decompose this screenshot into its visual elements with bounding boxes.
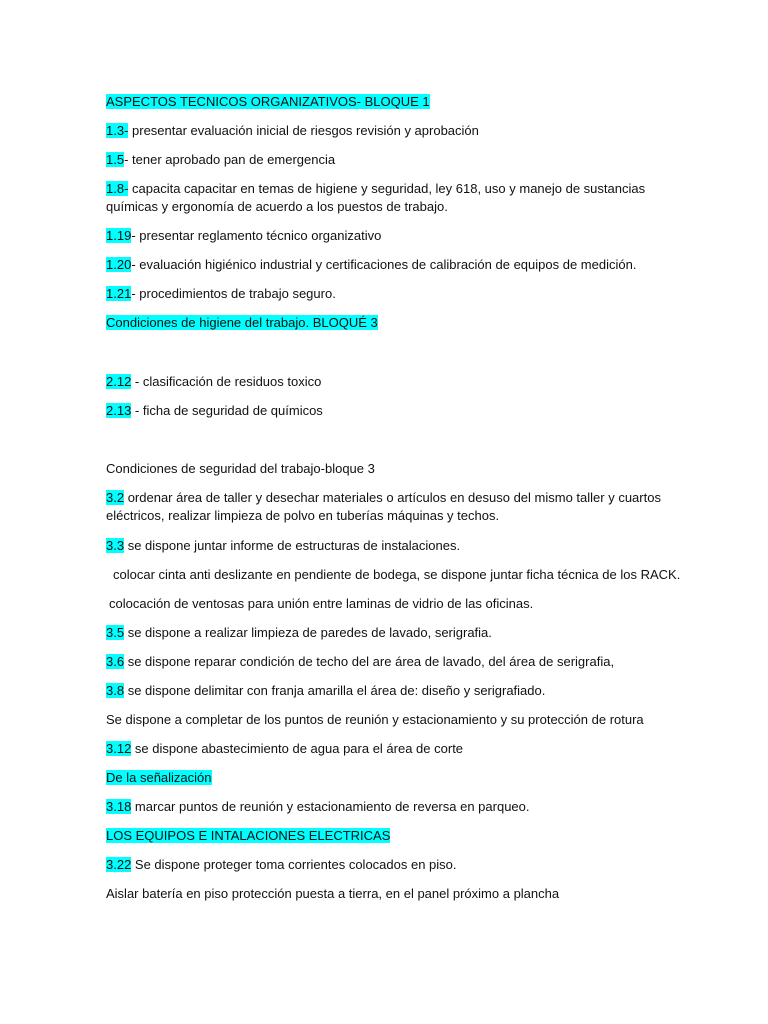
list-item bbox=[106, 285, 681, 303]
item-text: - procedimientos de trabajo seguro. bbox=[131, 286, 336, 301]
heading-bloque-1: ASPECTOS TECNICOS ORGANIZATIVOS- BLOQUE 1 bbox=[106, 94, 430, 109]
item-text: Se dispone proteger toma corrientes colocados en piso. bbox=[131, 857, 457, 872]
list-item bbox=[106, 402, 681, 420]
list-item bbox=[106, 856, 681, 874]
list-item bbox=[106, 537, 681, 555]
item-code: 3.12 bbox=[106, 741, 132, 756]
list-item bbox=[106, 624, 681, 642]
item-code: 1.8- bbox=[106, 181, 129, 196]
item-code: 1.5 bbox=[106, 152, 125, 167]
item-text: Aislar batería en piso protección puesta a tierra, en el panel próximo a plancha bbox=[106, 886, 560, 901]
item-text: - clasificación de residuos toxico bbox=[131, 374, 322, 389]
item-code: 3.22 bbox=[106, 857, 132, 872]
item-text: presentar evaluación inicial de riesgos revisión y aprobación bbox=[128, 123, 479, 138]
item-text: - evaluación higiénico industrial y certificaciones de calibración de equipos de medición. bbox=[131, 257, 637, 272]
item-text: se dispone abastecimiento de agua para el área de corte bbox=[131, 741, 464, 756]
list-item bbox=[106, 711, 681, 729]
heading-electricas: LOS EQUIPOS E INTALACIONES ELECTRICAS bbox=[106, 828, 391, 843]
list-item bbox=[106, 373, 681, 391]
item-text: se dispone a realizar limpieza de paredes de lavado, serigrafia. bbox=[124, 625, 492, 640]
list-item bbox=[106, 682, 681, 700]
list-item bbox=[106, 885, 681, 903]
list-item bbox=[106, 653, 681, 671]
item-text: ordenar área de taller y desechar materiales o artículos en desuso del mismo taller y cuartos eléctricos, realizar limpieza de polvo en tuberías máquinas y techos. bbox=[106, 490, 661, 523]
item-code: 3.2 bbox=[106, 490, 125, 505]
heading-senalizacion: De la señalización bbox=[106, 770, 212, 785]
list-item bbox=[106, 151, 681, 169]
item-code: 3.8 bbox=[106, 683, 125, 698]
heading-higiene: Condiciones de higiene del trabajo. BLOQUÉ 3 bbox=[106, 315, 378, 330]
item-text: capacita capacitar en temas de higiene y seguridad, ley 618, uso y manejo de sustancias químicas y ergonomía de acuerdo a los puestos de trabajo. bbox=[106, 181, 646, 214]
item-text: se dispone juntar informe de estructuras de instalaciones. bbox=[124, 538, 461, 553]
item-text: colocar cinta anti deslizante en pendiente de bodega, se dispone juntar ficha técnica de los RACK. bbox=[113, 567, 681, 582]
item-text: - ficha de seguridad de químicos bbox=[131, 403, 323, 418]
item-code: 3.18 bbox=[106, 799, 132, 814]
list-item bbox=[106, 227, 681, 245]
item-text: - tener aprobado pan de emergencia bbox=[124, 152, 336, 167]
item-text: se dispone delimitar con franja amarilla el área de: diseño y serigrafiado. bbox=[124, 683, 546, 698]
list-item bbox=[106, 122, 681, 140]
heading-seguridad: Condiciones de seguridad del trabajo-bloque 3 bbox=[106, 461, 375, 476]
item-code: 1.3- bbox=[106, 123, 129, 138]
item-code: 1.21 bbox=[106, 286, 132, 301]
item-text: colocación de ventosas para unión entre laminas de vidrio de las oficinas. bbox=[109, 596, 534, 611]
list-item bbox=[106, 740, 681, 758]
item-text: Se dispone a completar de los puntos de reunión y estacionamiento y su protección de rotura bbox=[106, 712, 644, 727]
item-text: - presentar reglamento técnico organizativo bbox=[131, 228, 382, 243]
item-code: 2.12 bbox=[106, 374, 132, 389]
item-text: se dispone reparar condición de techo del are área de lavado, del área de serigrafia, bbox=[124, 654, 615, 669]
item-code: 3.6 bbox=[106, 654, 125, 669]
list-item bbox=[106, 489, 681, 525]
list-item bbox=[109, 595, 684, 613]
item-code: 3.5 bbox=[106, 625, 125, 640]
item-code: 1.19 bbox=[106, 228, 132, 243]
item-code: 3.3 bbox=[106, 538, 125, 553]
item-code: 2.13 bbox=[106, 403, 132, 418]
item-code: 1.20 bbox=[106, 257, 132, 272]
item-text: marcar puntos de reunión y estacionamiento de reversa en parqueo. bbox=[131, 799, 530, 814]
list-item bbox=[106, 798, 681, 816]
list-item bbox=[106, 180, 681, 216]
list-item bbox=[106, 256, 681, 274]
list-item bbox=[113, 566, 688, 584]
